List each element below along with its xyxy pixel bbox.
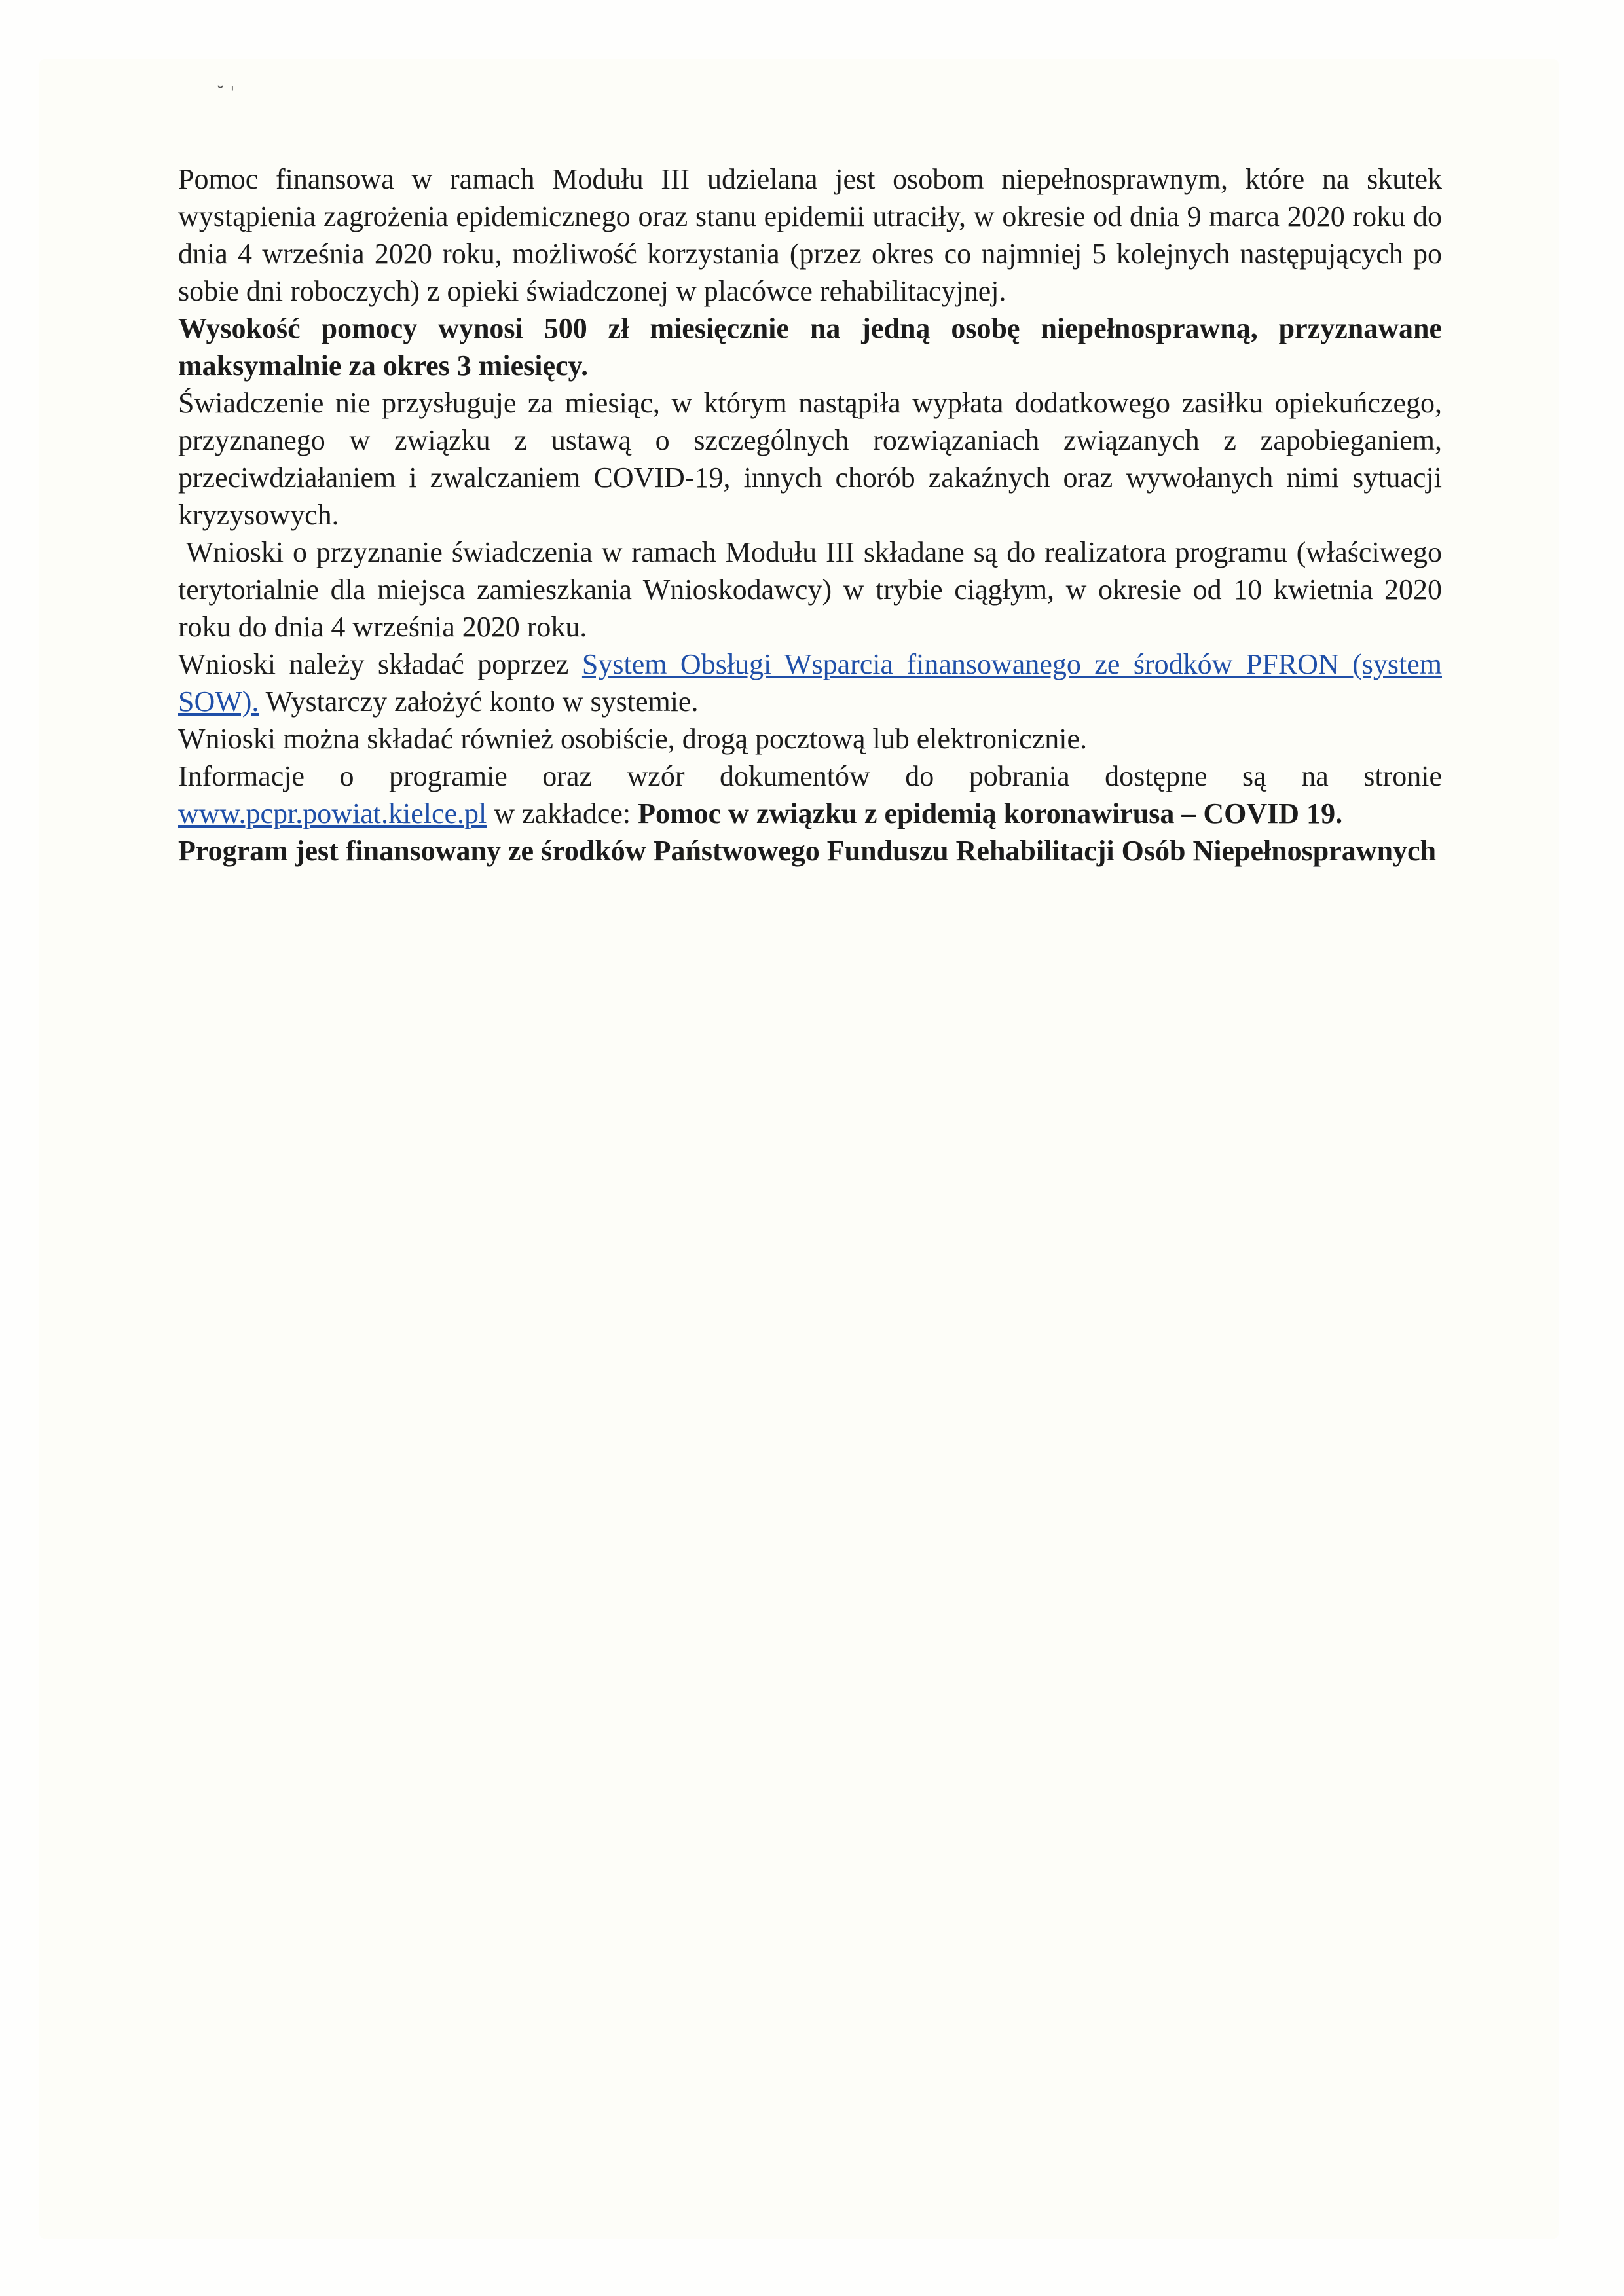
information-middle: w zakładce: — [494, 797, 631, 829]
sow-system-link[interactable]: System Obsługi Wsparcia finansowanego ze środków PFRON (system SOW). — [178, 648, 1442, 718]
paragraph-funding: Program jest finansowany ze środków Państwowego Funduszu Rehabilitacji Osób Niepełnosprawnych — [178, 835, 1437, 867]
paragraph-amount: Wysokość pomocy wynosi 500 zł miesięcznie na jedną osobę niepełnosprawną, przyznawane maksymalnie za okres 3 miesięcy. — [178, 312, 1442, 382]
scan-speck: ˘ ˈ — [216, 84, 235, 103]
paragraph-submission — [178, 646, 1442, 720]
paragraph-program-description: Pomoc finansowa w ramach Modułu III udzielana jest osobom niepełnosprawnym, które na skutek wystąpienia zagrożenia epidemicznego oraz stanu epidemii utraciły, w okresie od dnia 9 marca 2020 roku do dnia 4 września 2020 roku, możliwość korzystania (przez okres co najmniej 5 kolejnych następujących po sobie dni roboczych) z opieki świadczonej w placówce rehabilitacyjnej. — [178, 163, 1442, 307]
paragraph-other-methods: Wnioski można składać również osobiście, drogą pocztową lub elektronicznie. — [178, 723, 1087, 755]
submission-prefix: Wnioski należy składać poprzez — [178, 648, 569, 680]
paragraph-exclusion: Świadczenie nie przysługuje za miesiąc, w którym nastąpiła wypłata dodatkowego zasiłku opiekuńczego, przyznanego w związku z ustawą o szczególnych rozwiązaniach związanych z zapobieganiem, przeciwdziałaniem i zwalczaniem COVID-19, innych chorób zakaźnych oraz wywołanych nimi sytuacji kryzysowych. — [178, 387, 1442, 531]
information-prefix: Informacje o programie oraz wzór dokumentów do pobrania dostępne są na stronie — [178, 760, 1442, 792]
submission-suffix: Wystarczy założyć konto w systemie. — [265, 685, 699, 718]
pcpr-website-link[interactable]: www.pcpr.powiat.kielce.pl — [178, 797, 487, 829]
paragraph-information — [178, 757, 1442, 832]
paragraph-application-period: Wnioski o przyznanie świadczenia w ramach Modułu III składane są do realizatora programu (właściwego terytorialnie dla miejsca zamieszkania Wnioskodawcy) w trybie ciągłym, w okresie od 10 kwietnia 2020 roku do dnia 4 września 2020 roku. — [178, 536, 1442, 643]
information-tab-name: Pomoc w związku z epidemią koronawirusa – COVID 19. — [638, 797, 1343, 829]
document-body — [178, 160, 1442, 869]
